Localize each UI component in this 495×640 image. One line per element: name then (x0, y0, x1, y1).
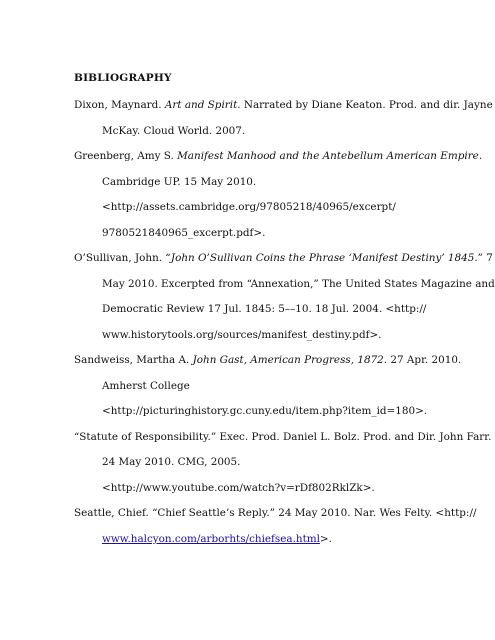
entry-dixon-line-1 (74, 98, 493, 112)
entry-osullivan-line-4: www.historytools.org/sources/manifest_destiny.pdf>. (102, 329, 382, 341)
italic-title: Art and Spirit (164, 99, 238, 111)
entry-greenberg-line-2: Cambridge UP. 15 May 2010. (102, 176, 257, 188)
entry-osullivan-line-2: May 2010. Excerpted from “Annexation,” The United States Magazine and (102, 278, 495, 290)
text: . Narrated by Diane Keaton. Prod. and dir. Jayne (237, 99, 493, 111)
text: . (478, 150, 483, 162)
entry-statute-line-2: 24 May 2010. CMG, 2005. (102, 456, 241, 468)
entry-sandweiss-line-2: Amherst College (102, 380, 190, 392)
chiefsea-link[interactable]: www.halcyon.com/arborhts/chiefsea.html (102, 533, 320, 545)
bibliography-heading: BIBLIOGRAPHY (74, 72, 172, 84)
italic-title: “John O’Sullivan Coins the Phrase ‘Manifest Destiny’ 1845.” (165, 252, 483, 264)
text: Sandweiss, Martha A. (74, 354, 193, 366)
entry-seattle-line-1: Seattle, Chief. “Chief Seattle’s Reply.” 24 May 2010. Nar. Wes Felty. <http:// (74, 507, 477, 519)
entry-sandweiss-line-3: <http://picturinghistory.gc.cuny.edu/item.php?item_id=180>. (102, 405, 428, 417)
text: O’Sullivan, John. (74, 252, 166, 264)
text: >. (319, 533, 332, 545)
entry-statute-line-1: “Statute of Responsibility.” Exec. Prod. Daniel L. Bolz. Prod. and Dir. John Farr. (74, 431, 492, 443)
entry-greenberg-line-1 (74, 149, 482, 163)
entry-greenberg-line-4: 9780521840965_excerpt.pdf>. (102, 227, 266, 239)
text: 7 (483, 252, 493, 264)
italic-title: Manifest Manhood and the Antebellum American Empire (177, 150, 479, 162)
italic-title: John Gast, American Progress, 1872 (192, 354, 384, 366)
entry-dixon-line-2: McKay. Cloud World. 2007. (102, 125, 246, 137)
text: Dixon, Maynard. (74, 99, 165, 111)
entry-greenberg-line-3: <http://assets.cambridge.org/97805218/40965/excerpt/ (102, 201, 396, 213)
entry-osullivan-line-1 (74, 251, 493, 265)
entry-osullivan-line-3: Democratic Review 17 Jul. 1845: 5––10. 18 Jul. 2004. <http:// (102, 303, 427, 315)
entry-sandweiss-line-1 (74, 353, 461, 367)
text: . 27 Apr. 2010. (383, 354, 462, 366)
entry-seattle-line-2 (102, 532, 332, 546)
entry-statute-line-3: <http://www.youtube.com/watch?v=rDf802RklZk>. (102, 482, 375, 494)
text: Greenberg, Amy S. (74, 150, 178, 162)
